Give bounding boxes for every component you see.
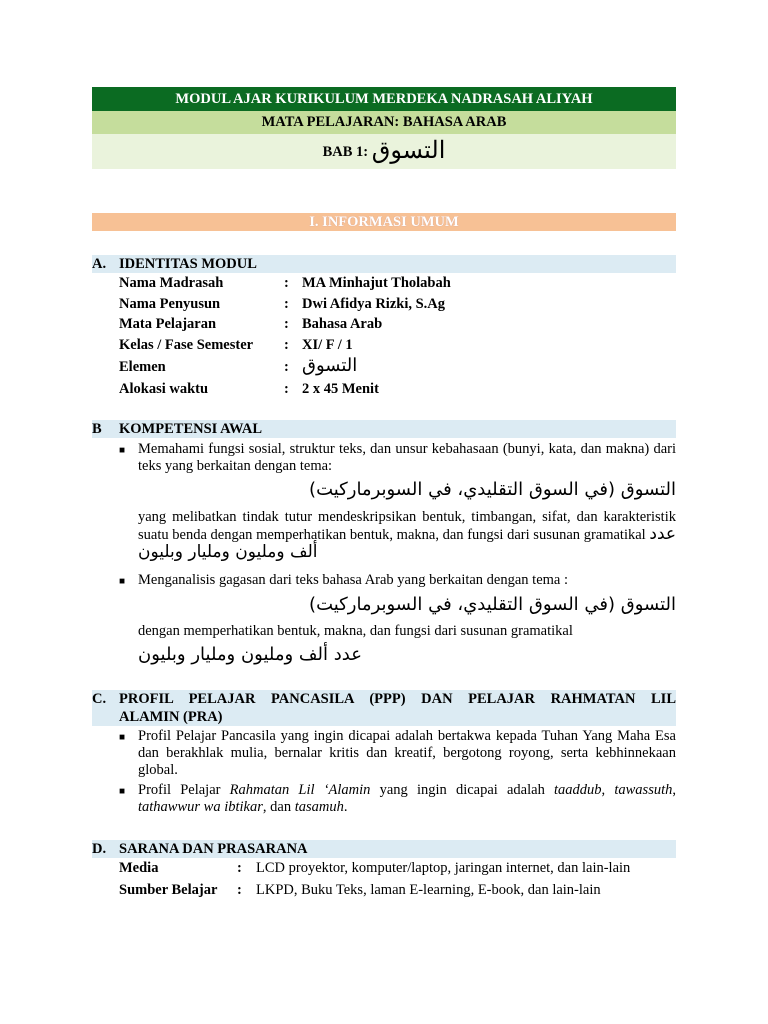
text-italic: tathawwur wa ibtikar (138, 799, 263, 815)
section-a-letter: A. (92, 256, 107, 272)
identity-value: XI/ F / 1 (302, 337, 353, 353)
text-part: yang ingin dicapai adalah (370, 782, 555, 798)
section-b-letter: B (92, 421, 102, 437)
facility-value: LKPD, Buku Teks, laman E-learning, E-book, dan lain-lain (256, 882, 601, 898)
text-italic: Rahmatan Lil ‘Alamin (229, 782, 371, 798)
section-c-title-line1: PROFIL PELAJAR PANCASILA (PPP) DAN PELAJAR RAHMATAN LIL (119, 691, 676, 707)
competency-text (138, 509, 676, 562)
section-general-info: I. INFORMASI UMUM (92, 213, 676, 231)
chapter-arabic: التسوق (371, 138, 446, 164)
competency-text: Memahami fungsi sosial, struktur teks, dan unsur kebahasaan (bunyi, kata, dan makna) dari teks yang berkaitan dengan tema: (138, 441, 676, 474)
identity-key: Kelas / Fase Semester (119, 337, 254, 353)
facility-key: Media (119, 860, 159, 876)
competency-text: Menganalisis gagasan dari teks bahasa Arab yang berkaitan dengan tema : (138, 572, 569, 588)
chapter-prefix: BAB 1: (322, 144, 369, 160)
identity-sep: : (284, 381, 289, 397)
bullet-icon: ■ (119, 732, 126, 743)
subject-title: MATA PELAJARAN: BAHASA ARAB (92, 111, 676, 134)
competency-arabic: عدد ألف ومليون ومليار وبليون (138, 644, 362, 665)
identity-value: Dwi Afidya Rizki, S.Ag (302, 296, 446, 312)
section-a-title: IDENTITAS MODUL (119, 256, 257, 272)
competency-text: dengan memperhatikan bentuk, makna, dan fungsi dari susunan gramatikal (138, 623, 573, 639)
text-italic: taaddub (554, 782, 602, 798)
text-italic: tasamuh (294, 799, 344, 815)
facility-sep: : (237, 860, 242, 876)
section-b-title: KOMPETENSI AWAL (119, 421, 263, 437)
identity-sep: : (284, 337, 289, 353)
section-c-title-line2: ALAMIN (PRA) (119, 709, 223, 725)
identity-sep: : (284, 316, 289, 332)
chapter-title (92, 134, 676, 169)
identity-sep: : (284, 359, 289, 375)
bullet-icon: ■ (119, 786, 126, 797)
competency-text-part: yang melibatkan tindak tutur mendeskripsikan bentuk, timbangan, sifat, dan karakteristik suatu benda dengan memperhatikan bentuk, makna, dan fungsi dari susunan gramatikal (138, 509, 676, 543)
text-part: , dan (262, 799, 295, 815)
profile-text: Profil Pelajar Pancasila yang ingin dicapai adalah bertakwa kepada Tuhan Yang Maha Esa dan berakhlak mulia, bernalar kritis dan kreatif, bergotong royong, serta kebhinnekaan global. (138, 728, 676, 778)
identity-sep: : (284, 275, 289, 291)
section-c-header (92, 690, 676, 726)
section-b-header (92, 420, 676, 438)
text-part: . (343, 799, 348, 815)
identity-key: Mata Pelajaran (119, 316, 217, 332)
section-d-letter: D. (92, 841, 107, 857)
text-part: , (601, 782, 615, 798)
identity-key: Nama Madrasah (119, 275, 224, 291)
identity-sep: : (284, 296, 289, 312)
identity-value: Bahasa Arab (302, 316, 383, 332)
text-part: Profil Pelajar (138, 782, 230, 798)
profile-text (138, 782, 676, 816)
facility-sep: : (237, 882, 242, 898)
module-title: MODUL AJAR KURIKULUM MERDEKA NADRASAH ALIYAH (92, 87, 676, 111)
text-italic: tawassuth (614, 782, 673, 798)
competency-arabic: التسوق (في السوق التقليدي، في السوبرماركيت) (309, 594, 676, 615)
facility-value: LCD proyektor, komputer/laptop, jaringan internet, dan lain-lain (256, 860, 631, 876)
section-a-header (92, 255, 676, 273)
identity-key: Alokasi waktu (119, 381, 209, 397)
bullet-icon: ■ (119, 445, 126, 456)
identity-value: 2 x 45 Menit (302, 381, 379, 397)
section-d-title: SARANA DAN PRASARANA (119, 841, 308, 857)
identity-value: MA Minhajut Tholabah (302, 275, 451, 291)
identity-key: Elemen (119, 359, 166, 375)
competency-arabic: التسوق (في السوق التقليدي، في السوبرماركيت) (309, 479, 676, 500)
facility-key: Sumber Belajar (119, 882, 218, 898)
section-c-letter: C. (92, 691, 107, 707)
text-part: , (672, 782, 676, 798)
bullet-icon: ■ (119, 576, 126, 587)
section-d-header (92, 840, 676, 858)
identity-key: Nama Penyusun (119, 296, 221, 312)
identity-value: التسوق (302, 355, 358, 375)
competency-arabic-inline: عدد ألف ومليون ومليار وبليون (138, 524, 677, 562)
